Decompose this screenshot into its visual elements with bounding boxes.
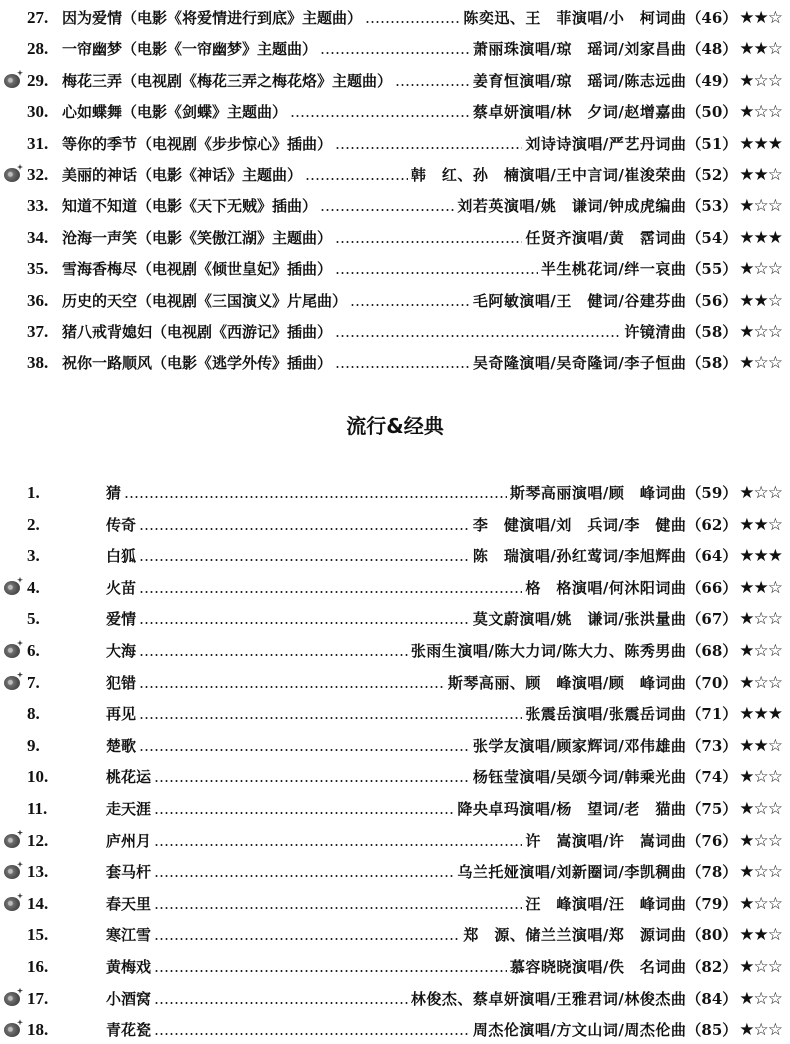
- dot-leader: [365, 21, 460, 23]
- entry-number: 33.: [27, 196, 49, 216]
- dot-leader: [350, 304, 470, 306]
- song-credits: 斯琴高丽演唱/顾 峰词曲: [509, 484, 687, 502]
- entry-content: [106, 1016, 782, 1044]
- dot-leader: [395, 84, 470, 86]
- toc-entry[interactable]: [0, 795, 790, 823]
- entry-number: 7.: [27, 672, 40, 692]
- song-credits: 蔡卓妍演唱/林 夕词/赵增嘉曲: [472, 103, 687, 122]
- entry-content: [62, 161, 782, 189]
- toc-entry[interactable]: [0, 827, 790, 855]
- difficulty-stars: ★☆☆: [739, 862, 782, 883]
- entry-content: [62, 255, 782, 283]
- song-credits: 许镜清曲: [624, 323, 687, 341]
- page-number: （46）: [686, 9, 738, 27]
- dot-leader: [139, 622, 470, 624]
- song-credits: 姜育恒演唱/琼 瑶词/陈志远曲: [472, 71, 687, 90]
- song-title[interactable]: 白狐: [106, 547, 137, 566]
- cd-disc-icon-glyph: [4, 865, 20, 879]
- cd-disc-icon-glyph: [4, 644, 20, 658]
- page-number: （71）: [686, 705, 738, 724]
- difficulty-stars: ★★☆: [739, 8, 782, 28]
- dot-leader: [335, 366, 470, 368]
- song-credits: 汪 峰演唱/汪 峰词曲: [525, 894, 687, 913]
- difficulty-stars: ★★★: [739, 546, 782, 567]
- page-number: （85）: [686, 1021, 738, 1040]
- dot-leader: [154, 844, 522, 846]
- entry-number: 1.: [27, 483, 40, 502]
- cd-disc-icon-glyph: [4, 834, 20, 848]
- entry-number: 35.: [27, 259, 49, 279]
- difficulty-stars: ★★☆: [739, 39, 782, 60]
- song-title[interactable]: 等你的季节（电视剧《步步惊心》插曲）: [62, 134, 333, 153]
- difficulty-stars: ★★★: [739, 704, 782, 725]
- song-title[interactable]: 爱情: [106, 610, 137, 629]
- entry-number: 2.: [27, 514, 40, 534]
- page-number: （62）: [686, 515, 738, 534]
- song-title[interactable]: 黄梅戏: [106, 958, 152, 976]
- cd-disc-icon[interactable]: [4, 165, 24, 185]
- page-number: （68）: [686, 642, 738, 660]
- entry-number: 14.: [27, 893, 49, 913]
- song-credits: 韩 红、孙 楠演唱/王中言词/崔浚荣曲: [410, 166, 687, 184]
- entry-number: 34.: [27, 227, 49, 247]
- dot-leader: [335, 335, 621, 337]
- toc-entry[interactable]: [0, 511, 790, 539]
- song-credits: 林俊杰、蔡卓妍演唱/王雅君词/林俊杰曲: [410, 989, 687, 1008]
- song-credits: 乌兰托娅演唱/刘新圈词/李凯稠曲: [457, 863, 687, 882]
- cd-disc-icon[interactable]: [4, 831, 24, 851]
- difficulty-stars: ★☆☆: [739, 799, 782, 819]
- page-number: （78）: [686, 863, 738, 882]
- toc-entry[interactable]: [0, 479, 790, 507]
- song-title[interactable]: 猜: [106, 484, 122, 502]
- entry-number: 38.: [27, 353, 49, 373]
- song-credits: 吴奇隆演唱/吴奇隆词/李子恒曲: [472, 354, 687, 373]
- page-number: （52）: [686, 166, 738, 184]
- song-title[interactable]: 大海: [106, 642, 137, 660]
- song-title[interactable]: 梅花三弄（电视剧《梅花三弄之梅花烙》主题曲）: [62, 71, 393, 90]
- entry-number: 3.: [27, 546, 40, 566]
- dot-leader: [154, 780, 470, 782]
- entry-content: [62, 224, 782, 252]
- entry-number: 29.: [27, 70, 49, 90]
- page-number: （50）: [686, 103, 738, 122]
- entry-content: [62, 4, 782, 32]
- entry-content: [62, 98, 782, 126]
- song-credits: 郑 源、储兰兰演唱/郑 源词曲: [463, 926, 687, 945]
- song-title[interactable]: 因为爱情（电影《将爱情进行到底》主题曲）: [62, 9, 363, 27]
- entry-number: 4.: [27, 577, 40, 597]
- difficulty-stars: ★★☆: [739, 925, 782, 946]
- toc-entry[interactable]: [0, 35, 790, 63]
- cd-disc-icon-glyph: [4, 1023, 20, 1037]
- page-number: （53）: [686, 197, 738, 216]
- dot-leader: [139, 591, 522, 593]
- song-title[interactable]: 猪八戒背媳妇（电视剧《西游记》插曲）: [62, 323, 333, 341]
- entry-number: 17.: [27, 988, 49, 1008]
- entry-content: [106, 890, 782, 918]
- song-credits: 斯琴高丽、顾 峰演唱/顾 峰词曲: [447, 673, 687, 692]
- page-number: （80）: [686, 926, 738, 945]
- song-title[interactable]: 历史的天空（电视剧《三国演义》片尾曲）: [62, 291, 348, 310]
- song-credits: 萧丽珠演唱/琼 瑶词/刘家昌曲: [472, 40, 687, 59]
- cd-disc-icon[interactable]: [4, 71, 24, 91]
- page-number: （64）: [686, 547, 738, 566]
- entry-number: 5.: [27, 609, 40, 629]
- cd-disc-icon-glyph: [4, 168, 20, 182]
- difficulty-stars: ★☆☆: [739, 767, 782, 788]
- difficulty-stars: ★☆☆: [739, 1020, 782, 1041]
- entry-content: [106, 605, 782, 633]
- toc-entry[interactable]: [0, 732, 790, 760]
- song-title[interactable]: 春天里: [106, 894, 152, 913]
- toc-entry[interactable]: [0, 921, 790, 949]
- entry-content: [106, 858, 782, 886]
- song-credits: 张学友演唱/顾家辉词/邓伟雄曲: [472, 736, 687, 755]
- toc-entry[interactable]: [0, 574, 790, 602]
- page-number: （84）: [686, 989, 738, 1008]
- toc-entry[interactable]: [0, 1016, 790, 1044]
- entry-content: [62, 318, 782, 346]
- toc-entry[interactable]: [0, 890, 790, 918]
- page-number: （75）: [686, 800, 738, 818]
- page-number: （70）: [686, 673, 738, 692]
- page-number: （67）: [686, 610, 738, 629]
- difficulty-stars: ★☆☆: [739, 672, 782, 693]
- difficulty-stars: ★☆☆: [739, 322, 782, 342]
- dot-leader: [154, 938, 460, 940]
- dot-leader: [139, 528, 470, 530]
- song-title[interactable]: 套马杆: [106, 863, 152, 882]
- toc-entry[interactable]: [0, 161, 790, 189]
- entry-content: [62, 349, 782, 377]
- song-credits: 陈 瑞演唱/孙红莺词/李旭辉曲: [472, 547, 687, 566]
- cd-disc-icon[interactable]: [4, 673, 24, 693]
- page-number: （66）: [686, 578, 738, 597]
- page-number: （56）: [686, 291, 738, 310]
- toc-entry[interactable]: [0, 4, 790, 32]
- toc-entry[interactable]: [0, 287, 790, 315]
- entry-number: 28.: [27, 39, 49, 59]
- page-number: （82）: [686, 958, 738, 976]
- section-heading-pop-classic: 流行&经典: [346, 414, 444, 438]
- toc-entry[interactable]: [0, 985, 790, 1013]
- page-number: （58）: [686, 354, 738, 373]
- dot-leader: [154, 1033, 470, 1035]
- song-credits: 陈奕迅、王 菲演唱/小 柯词曲: [463, 9, 687, 27]
- entry-number: 36.: [27, 290, 49, 310]
- dot-leader: [335, 147, 522, 149]
- song-title[interactable]: 美丽的神话（电影《神话》主题曲）: [62, 166, 303, 184]
- dot-leader: [290, 115, 470, 117]
- entry-number: 31.: [27, 133, 49, 153]
- toc-entry[interactable]: [0, 605, 790, 633]
- entry-content: [62, 287, 782, 315]
- entry-content: [106, 827, 782, 855]
- entry-number: 12.: [27, 830, 49, 850]
- difficulty-stars: ★☆☆: [739, 830, 782, 851]
- song-credits: 张震岳演唱/张震岳词曲: [525, 705, 687, 724]
- song-credits: 半生桃花词/绊一哀曲: [540, 260, 687, 279]
- difficulty-stars: ★☆☆: [739, 988, 782, 1009]
- song-title[interactable]: 犯错: [106, 673, 137, 692]
- dot-leader: [335, 241, 522, 243]
- song-credits: 刘若英演唱/姚 谦词/钟成虎编曲: [457, 197, 687, 216]
- page-number: （73）: [686, 736, 738, 755]
- entry-content: [106, 985, 782, 1013]
- dot-leader: [154, 812, 454, 814]
- song-title[interactable]: 庐州月: [106, 831, 152, 850]
- entry-content: [106, 921, 782, 949]
- toc-entry[interactable]: [0, 67, 790, 95]
- dot-leader: [124, 496, 507, 498]
- song-credits: 任贤齐演唱/黄 霑词曲: [525, 228, 687, 247]
- entry-number: 30.: [27, 102, 49, 122]
- dot-leader: [320, 52, 470, 54]
- difficulty-stars: ★☆☆: [739, 353, 782, 374]
- dot-leader: [305, 178, 408, 180]
- dot-leader: [139, 717, 522, 719]
- page-number: （49）: [686, 71, 738, 90]
- entry-content: [106, 511, 782, 539]
- song-title[interactable]: 小酒窝: [106, 989, 152, 1008]
- song-title[interactable]: 楚歌: [106, 736, 137, 755]
- entry-content: [106, 669, 782, 697]
- entry-number: 32.: [27, 165, 49, 184]
- song-credits: 李 健演唱/刘 兵词/李 健曲: [472, 515, 687, 534]
- page-number: （79）: [686, 894, 738, 913]
- toc-entry[interactable]: [0, 318, 790, 346]
- song-credits: 降央卓玛演唱/杨 望词/老 猫曲: [457, 800, 687, 818]
- toc-entry[interactable]: [0, 542, 790, 570]
- cd-disc-icon[interactable]: [4, 578, 24, 598]
- entry-number: 6.: [27, 641, 40, 660]
- song-credits: 莫文蔚演唱/姚 谦词/张洪量曲: [472, 610, 687, 629]
- difficulty-stars: ★★★: [739, 133, 782, 154]
- dot-leader: [335, 272, 538, 274]
- song-title[interactable]: 桃花运: [106, 768, 152, 787]
- difficulty-stars: ★☆☆: [739, 259, 782, 280]
- dot-leader: [154, 1002, 408, 1004]
- cd-disc-icon[interactable]: [4, 894, 24, 914]
- song-title[interactable]: 心如蝶舞（电影《剑蝶》主题曲）: [62, 103, 288, 122]
- cd-disc-icon[interactable]: [4, 989, 24, 1009]
- entry-content: [106, 953, 782, 981]
- toc-entry[interactable]: [0, 349, 790, 377]
- page-number: （74）: [686, 768, 738, 787]
- page-number: （59）: [686, 484, 738, 502]
- difficulty-stars: ★☆☆: [739, 641, 782, 661]
- entry-content: [106, 479, 782, 507]
- cd-disc-icon-glyph: [4, 897, 20, 911]
- toc-entry[interactable]: [0, 669, 790, 697]
- toc-entry[interactable]: [0, 224, 790, 252]
- entry-content: [106, 542, 782, 570]
- page-number: （58）: [686, 323, 738, 341]
- entry-content: [106, 795, 782, 823]
- song-title[interactable]: 再见: [106, 705, 137, 724]
- dot-leader: [139, 654, 408, 656]
- toc-entry[interactable]: [0, 953, 790, 981]
- toc-entry[interactable]: [0, 255, 790, 283]
- entry-content: [62, 67, 782, 95]
- entry-number: 15.: [27, 925, 49, 945]
- toc-entry[interactable]: [0, 700, 790, 728]
- dot-leader: [139, 749, 470, 751]
- entry-number: 27.: [27, 8, 49, 27]
- difficulty-stars: ★☆☆: [739, 483, 782, 503]
- dot-leader: [139, 559, 470, 561]
- difficulty-stars: ★☆☆: [739, 102, 782, 123]
- entry-number: 16.: [27, 957, 49, 976]
- entry-number: 13.: [27, 862, 49, 882]
- entry-content: [106, 574, 782, 602]
- page-number: （55）: [686, 260, 738, 279]
- song-credits: 刘诗诗演唱/严艺丹词曲: [525, 134, 687, 153]
- song-credits: 杨钰莹演唱/吴颂今词/韩乘光曲: [472, 768, 687, 787]
- song-credits: 慕容晓晓演唱/佚 名词曲: [509, 958, 687, 976]
- difficulty-stars: ★☆☆: [739, 957, 782, 977]
- toc-entry[interactable]: [0, 130, 790, 158]
- song-credits: 周杰伦演唱/方文山词/周杰伦曲: [472, 1021, 687, 1040]
- song-title[interactable]: 雪海香梅尽（电视剧《倾世皇妃》插曲）: [62, 260, 333, 279]
- song-title[interactable]: 祝你一路顺风（电影《逃学外传》插曲）: [62, 354, 333, 373]
- song-credits: 毛阿敏演唱/王 健词/谷建芬曲: [472, 291, 687, 310]
- difficulty-stars: ★★☆: [739, 577, 782, 598]
- entry-number: 11.: [27, 799, 48, 818]
- entry-content: [62, 130, 782, 158]
- entry-number: 10.: [27, 767, 49, 787]
- page-number: （54）: [686, 228, 738, 247]
- dot-leader: [154, 875, 454, 877]
- dot-leader: [320, 209, 454, 211]
- song-credits: 许 嵩演唱/许 嵩词曲: [525, 831, 687, 850]
- difficulty-stars: ★☆☆: [739, 609, 782, 630]
- song-title[interactable]: 传奇: [106, 515, 137, 534]
- entry-number: 18.: [27, 1020, 49, 1040]
- dot-leader: [154, 970, 507, 972]
- entry-content: [106, 732, 782, 760]
- song-title[interactable]: 一帘幽梦（电影《一帘幽梦》主题曲）: [62, 40, 318, 59]
- cd-disc-icon[interactable]: [4, 641, 24, 661]
- difficulty-stars: ★★☆: [739, 514, 782, 535]
- song-credits: 张雨生演唱/陈大力词/陈大力、陈秀男曲: [410, 642, 687, 660]
- page-number: （76）: [686, 831, 738, 850]
- difficulty-stars: ★★☆: [739, 290, 782, 311]
- entry-content: [106, 637, 782, 665]
- entry-content: [106, 763, 782, 791]
- difficulty-stars: ★☆☆: [739, 893, 782, 914]
- cd-disc-icon-glyph: [4, 581, 20, 595]
- song-title[interactable]: 沧海一声笑（电影《笑傲江湖》主题曲）: [62, 228, 333, 247]
- cd-disc-icon-glyph: [4, 676, 20, 690]
- song-title[interactable]: 寒江雪: [106, 926, 152, 945]
- toc-entry[interactable]: [0, 192, 790, 220]
- cd-disc-icon-glyph: [4, 74, 20, 88]
- entry-number: 9.: [27, 735, 40, 755]
- page-number: （51）: [686, 134, 738, 153]
- toc-entry[interactable]: [0, 763, 790, 791]
- difficulty-stars: ★☆☆: [739, 196, 782, 217]
- cd-disc-icon-glyph: [4, 992, 20, 1006]
- entry-number: 8.: [27, 704, 40, 724]
- entry-number: 37.: [27, 322, 49, 341]
- entry-content: [62, 192, 782, 220]
- difficulty-stars: ★★☆: [739, 165, 782, 185]
- song-credits: 格 格演唱/何沐阳词曲: [525, 578, 687, 597]
- difficulty-stars: ★★★: [739, 227, 782, 248]
- toc-entry[interactable]: [0, 858, 790, 886]
- cd-disc-icon[interactable]: [4, 862, 24, 882]
- toc-entry[interactable]: [0, 98, 790, 126]
- entry-content: [62, 35, 782, 63]
- song-title[interactable]: 知道不知道（电影《天下无贼》插曲）: [62, 197, 318, 216]
- toc-entry[interactable]: [0, 637, 790, 665]
- song-title[interactable]: 青花瓷: [106, 1021, 152, 1040]
- cd-disc-icon[interactable]: [4, 1020, 24, 1040]
- difficulty-stars: ★★☆: [739, 735, 782, 756]
- difficulty-stars: ★☆☆: [739, 70, 782, 91]
- dot-leader: [154, 907, 522, 909]
- entry-content: [106, 700, 782, 728]
- song-title[interactable]: 火苗: [106, 578, 137, 597]
- page-number: （48）: [686, 40, 738, 59]
- dot-leader: [139, 686, 445, 688]
- song-title[interactable]: 走天涯: [106, 800, 152, 818]
